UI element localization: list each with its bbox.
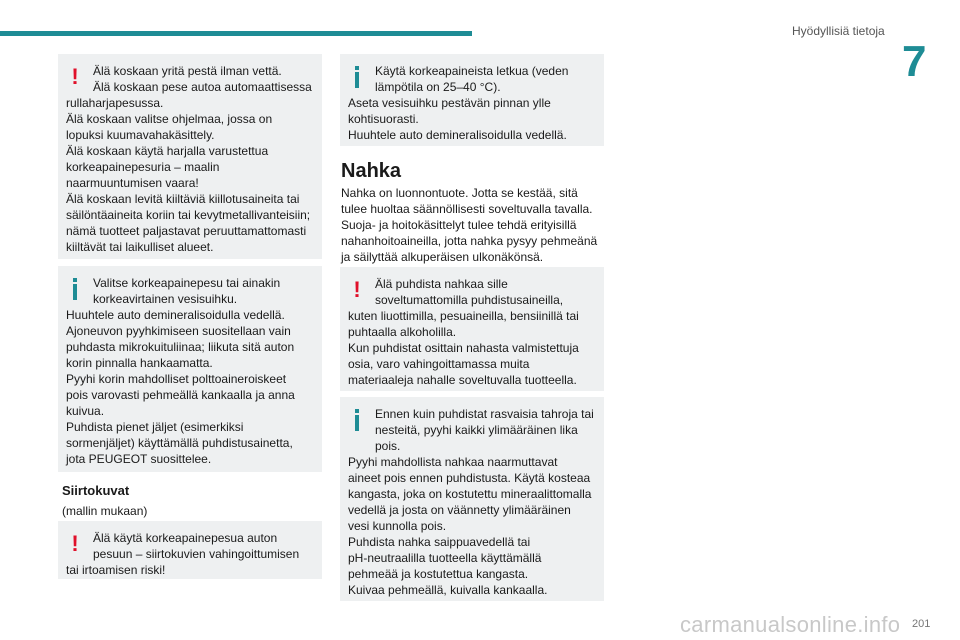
paragraph-line: Nahka on luonnontuote. Jotta se kestää, sitä [341, 186, 578, 200]
warning-box-decals [58, 521, 322, 579]
info-box-high-pressure [58, 266, 322, 472]
box-line: puhdasta mikrokuituliinaa; liikuta sitä auton [66, 340, 295, 354]
paragraph-line: tulee huoltaa säännöllisesti soveltuvalla tavalla. [341, 202, 593, 216]
box-line: jota PEUGEOT suosittelee. [66, 452, 212, 466]
warning-exclamation-icon: ! [353, 277, 361, 302]
box-line: korkeapainepesuria – maalin [66, 160, 220, 174]
box-line: pH-neutraalilla tuotteella käyttämällä [348, 551, 542, 565]
box-line: nämä tuotteet paljastavat peruuttamattomasti [66, 224, 307, 238]
box-line: Huuhtele auto demineralisoidulla vedellä. [348, 128, 567, 142]
box-line: Älä koskaan levitä kiiltäviä kiillotusaineita tai [66, 192, 300, 206]
box-line: pehmeää ja kostutettua kangasta. [348, 567, 529, 581]
box-line: Aseta vesisuihku pestävän pinnan ylle [348, 96, 551, 110]
box-line-indented: pesuun – siirtokuvien vahingoittumisen [93, 547, 300, 561]
warning-box-content [348, 276, 596, 388]
info-icon [350, 66, 364, 88]
info-icon [68, 278, 82, 300]
box-line-indented: pois. [375, 439, 401, 453]
paragraph-line: Suoja- ja hoitokäsittelyt tulee tehdä erityisillä [341, 218, 577, 232]
box-line: aineet pois ennen puhdistusta. Käytä kosteaa [348, 471, 591, 485]
box-line-indented: Älä käytä korkeapainepesua auton [93, 531, 278, 545]
info-box-content [348, 63, 596, 143]
box-line: sormenjäljet) käyttämällä puhdistusainetta, [66, 436, 293, 450]
box-line: vedellä ja josta on väännetty ylimääräinen [348, 503, 571, 517]
box-line: Pyyhi korin mahdolliset polttoaineroiskeet [66, 372, 287, 386]
box-line: korin pinnalla hankaamatta. [66, 356, 213, 370]
box-line: Puhdista pienet jäljet (esimerkiksi [66, 420, 244, 434]
box-line: naarmuuntumisen vaara! [66, 176, 199, 190]
box-line: kohtisuorasti. [348, 112, 419, 126]
page-number: 201 [912, 618, 931, 630]
box-line: osia, varo vahingoittamassa muita [348, 357, 530, 371]
warning-box-content [66, 530, 314, 578]
box-line: kangasta, joka on kostutettu mineraalittomalla [348, 487, 592, 501]
box-line-indented: soveltumattomilla puhdistusaineilla, [375, 293, 564, 307]
box-line: vesi kunnolla pois. [348, 519, 447, 533]
paragraph-line: nahanhoitoaineilla, jotta nahka pysyy pehmeänä [341, 234, 598, 248]
box-line: kiiltävät tai laikulliset alueet. [66, 240, 214, 254]
box-line-indented: Käytä korkeapaineista letkua (veden [375, 64, 569, 78]
box-line: Puhdista nahka saippuavedellä tai [348, 535, 531, 549]
warning-exclamation-icon: ! [71, 531, 79, 556]
box-line-indented: nesteitä, pyyhi kaikki ylimääräinen lika [375, 423, 578, 437]
warning-box-washing [58, 54, 322, 259]
warning-box-content [66, 63, 314, 255]
box-line-indented: Älä koskaan yritä pestä ilman vettä. [93, 64, 282, 78]
subheading-decals: Siirtokuvat [62, 483, 130, 498]
box-line-indented: Älä puhdista nahkaa sille [375, 277, 508, 291]
box-line: puhtaalla alkoholilla. [348, 325, 457, 339]
info-box-hose [340, 54, 604, 146]
box-line-indented: lämpötila on 25–40 °C). [375, 80, 501, 94]
subheading-note: (mallin mukaan) [62, 504, 148, 518]
box-line: säilöntäaineita koriin tai kevytmetallivanteisiin; [66, 208, 311, 222]
info-icon [350, 409, 364, 431]
box-line: Älä koskaan valitse ohjelmaa, jossa on [66, 112, 273, 126]
box-line: Ajoneuvon pyyhkimiseen suositellaan vain [66, 324, 291, 338]
chapter-number: 7 [902, 37, 927, 86]
info-box-content [66, 275, 314, 467]
info-box-content [348, 406, 596, 598]
info-box-stains [340, 397, 604, 601]
warning-exclamation-icon: ! [71, 64, 79, 89]
box-line: pois varovasti pehmeällä kankaalla ja anna [66, 388, 295, 402]
box-line: lopuksi kuumavahakäsittely. [66, 128, 215, 142]
heading-leather: Nahka [341, 160, 402, 182]
box-line: tai irtoamisen riski! [66, 563, 166, 577]
box-line: Pyyhi mahdollista nahkaa naarmuttavat [348, 455, 558, 469]
box-line-indented: korkeavirtainen vesisuihku. [93, 292, 238, 306]
box-line: Kuivaa pehmeällä, kuivalla kankaalla. [348, 583, 548, 597]
paragraph-line: ja säilyttää alkuperäisen ulkonäkönsä. [341, 250, 544, 264]
box-line: Kun puhdistat osittain nahasta valmistettuja [348, 341, 579, 355]
header-accent-bar [0, 31, 472, 36]
box-line-indented: Älä koskaan pese autoa automaattisessa [93, 80, 312, 94]
box-line: rullaharjapesussa. [66, 96, 164, 110]
box-line: Huuhtele auto demineralisoidulla vedellä. [66, 308, 285, 322]
watermark: carmanualsonline.info [680, 612, 901, 637]
leather-paragraph [341, 185, 605, 265]
box-line-indented: Valitse korkeapainepesu tai ainakin [93, 276, 281, 290]
section-title: Hyödyllisiä tietoja [792, 24, 885, 38]
box-line: kuten liuottimilla, pesuaineilla, bensiinillä tai [348, 309, 579, 323]
box-line: kuivua. [66, 404, 105, 418]
warning-box-leather [340, 267, 604, 391]
box-line: Älä koskaan käytä harjalla varustettua [66, 144, 269, 158]
box-line-indented: Ennen kuin puhdistat rasvaisia tahroja tai [375, 407, 594, 421]
box-line: materiaaleja nahalle soveltuvalla tuotteella. [348, 373, 577, 387]
